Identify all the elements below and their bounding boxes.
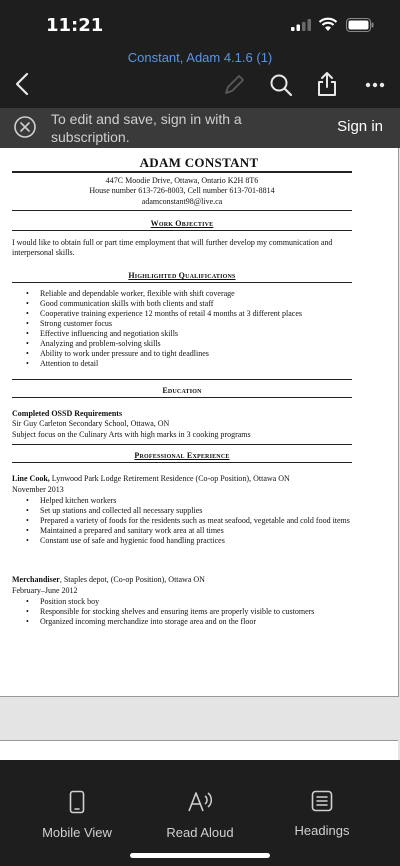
- job1-duties: [26, 496, 356, 546]
- banner-message: To edit and save, sign in with a subscription.: [51, 111, 242, 145]
- education-heading: Education: [162, 386, 202, 395]
- nav-bar: [0, 46, 400, 108]
- divider: [12, 397, 352, 398]
- list-item: • Good communication skills with both clients and staff: [26, 299, 356, 309]
- status-time: 11:21: [46, 15, 104, 36]
- job2-date: February–June 2012: [12, 586, 78, 595]
- resume-address: 447C Moodie Drive, Ottawa, Ontario K2H 8T6: [105, 176, 259, 185]
- education-title: Completed OSSD Requirements: [12, 409, 123, 418]
- list-item: • Constant use of safe and hygienic food handling practices: [26, 536, 356, 546]
- job1-date: November 2013: [12, 485, 64, 494]
- divider: [12, 171, 352, 173]
- list-item: • Prepared a variety of foods for the residents such as meat seafood, vegetable and cold food items: [26, 516, 356, 526]
- list-item: • Maintained a prepared and sanitary work area at all times: [26, 526, 356, 536]
- sign-in-button[interactable]: Sign in: [337, 118, 383, 135]
- search-icon: [269, 73, 293, 97]
- list-item: • Ability to work under pressure and to tight deadlines: [26, 349, 356, 359]
- divider: [12, 379, 352, 380]
- education-focus: Subject focus on the Culinary Arts with high marks in 3 cooking programs: [12, 430, 251, 439]
- list-item: • Responsible for stocking shelves and ensuring items are properly visible to customers: [26, 607, 356, 617]
- back-button[interactable]: [8, 68, 36, 100]
- list-item: • Effective influencing and negotiation skills: [26, 329, 356, 339]
- document-page: [0, 148, 399, 697]
- divider: [12, 462, 352, 463]
- search-button[interactable]: [266, 70, 296, 100]
- more-icon: [365, 82, 385, 88]
- read-aloud-label: Read Aloud: [166, 825, 234, 840]
- document-viewport[interactable]: [0, 148, 400, 760]
- list-item: • Cooperative training experience 12 months of retail 4 months at 3 different places: [26, 309, 356, 319]
- divider: [12, 230, 352, 231]
- divider: [12, 210, 352, 211]
- document-page-2: [0, 740, 398, 760]
- banner-close-button[interactable]: [14, 116, 36, 138]
- divider: [12, 282, 352, 283]
- objective-text: I would like to obtain full or part time employment that will further develop my communication and interpersonal skills.: [12, 238, 333, 257]
- back-icon: [15, 72, 29, 96]
- read-aloud-button[interactable]: [140, 790, 260, 840]
- read-aloud-icon: [187, 790, 213, 814]
- qualifications-heading: Highlighted Qualifications: [128, 271, 236, 280]
- job2-heading: Merchandiser, Staples depot, (Co-op Position), Ottawa ON: [12, 575, 205, 584]
- home-indicator[interactable]: [130, 853, 270, 858]
- phone-icon: [69, 790, 85, 814]
- qualifications-list: [26, 289, 356, 369]
- close-icon: [14, 116, 36, 138]
- headings-icon: [311, 790, 333, 812]
- list-item: • Organized incoming merchandize into storage area and on the floor: [26, 617, 356, 627]
- headings-button[interactable]: [262, 790, 382, 838]
- cellular-signal-icon: [291, 19, 311, 31]
- status-bar: [0, 0, 400, 46]
- list-item: • Strong customer focus: [26, 319, 356, 329]
- document-title: Constant, Adam 4.1.6 (1): [127, 50, 273, 65]
- resume-phones: House number 613-726-8003, Cell number 613-701-8814: [89, 186, 275, 195]
- more-options-button[interactable]: [360, 70, 390, 100]
- resume-name: ADAM CONSTANT: [139, 155, 259, 170]
- experience-heading: Professional Experience: [134, 451, 230, 460]
- list-item: • Analyzing and problem-solving skills: [26, 339, 356, 349]
- edit-button[interactable]: [219, 70, 249, 100]
- objective-heading: Work Objective: [150, 219, 214, 228]
- mobile-view-label: Mobile View: [42, 825, 112, 840]
- list-item: • Reliable and dependable worker, flexible with shift coverage: [26, 289, 356, 299]
- list-item: • Set up stations and collected all necessary supplies: [26, 506, 356, 516]
- share-icon: [316, 71, 338, 97]
- list-item: • Position stock boy: [26, 597, 356, 607]
- job2-duties: [26, 597, 356, 627]
- headings-label: Headings: [294, 823, 350, 838]
- divider: [12, 444, 352, 445]
- pen-icon: [222, 73, 246, 97]
- job1-heading: Line Cook, Lynwood Park Lodge Retirement Residence (Co-op Position), Ottawa ON: [12, 474, 290, 483]
- resume-email: adamconstant98@live.ca: [141, 197, 223, 206]
- bottom-toolbar: [0, 760, 400, 866]
- share-button[interactable]: [312, 68, 342, 100]
- list-item: • Attention to detail: [26, 359, 356, 369]
- wifi-icon: [318, 17, 338, 32]
- mobile-view-button[interactable]: [17, 790, 137, 840]
- education-school: Sir Guy Carleton Secondary School, Ottawa, ON: [12, 419, 170, 428]
- subscription-banner: [0, 108, 400, 148]
- list-item: • Helped kitchen workers: [26, 496, 356, 506]
- battery-icon: [346, 18, 374, 32]
